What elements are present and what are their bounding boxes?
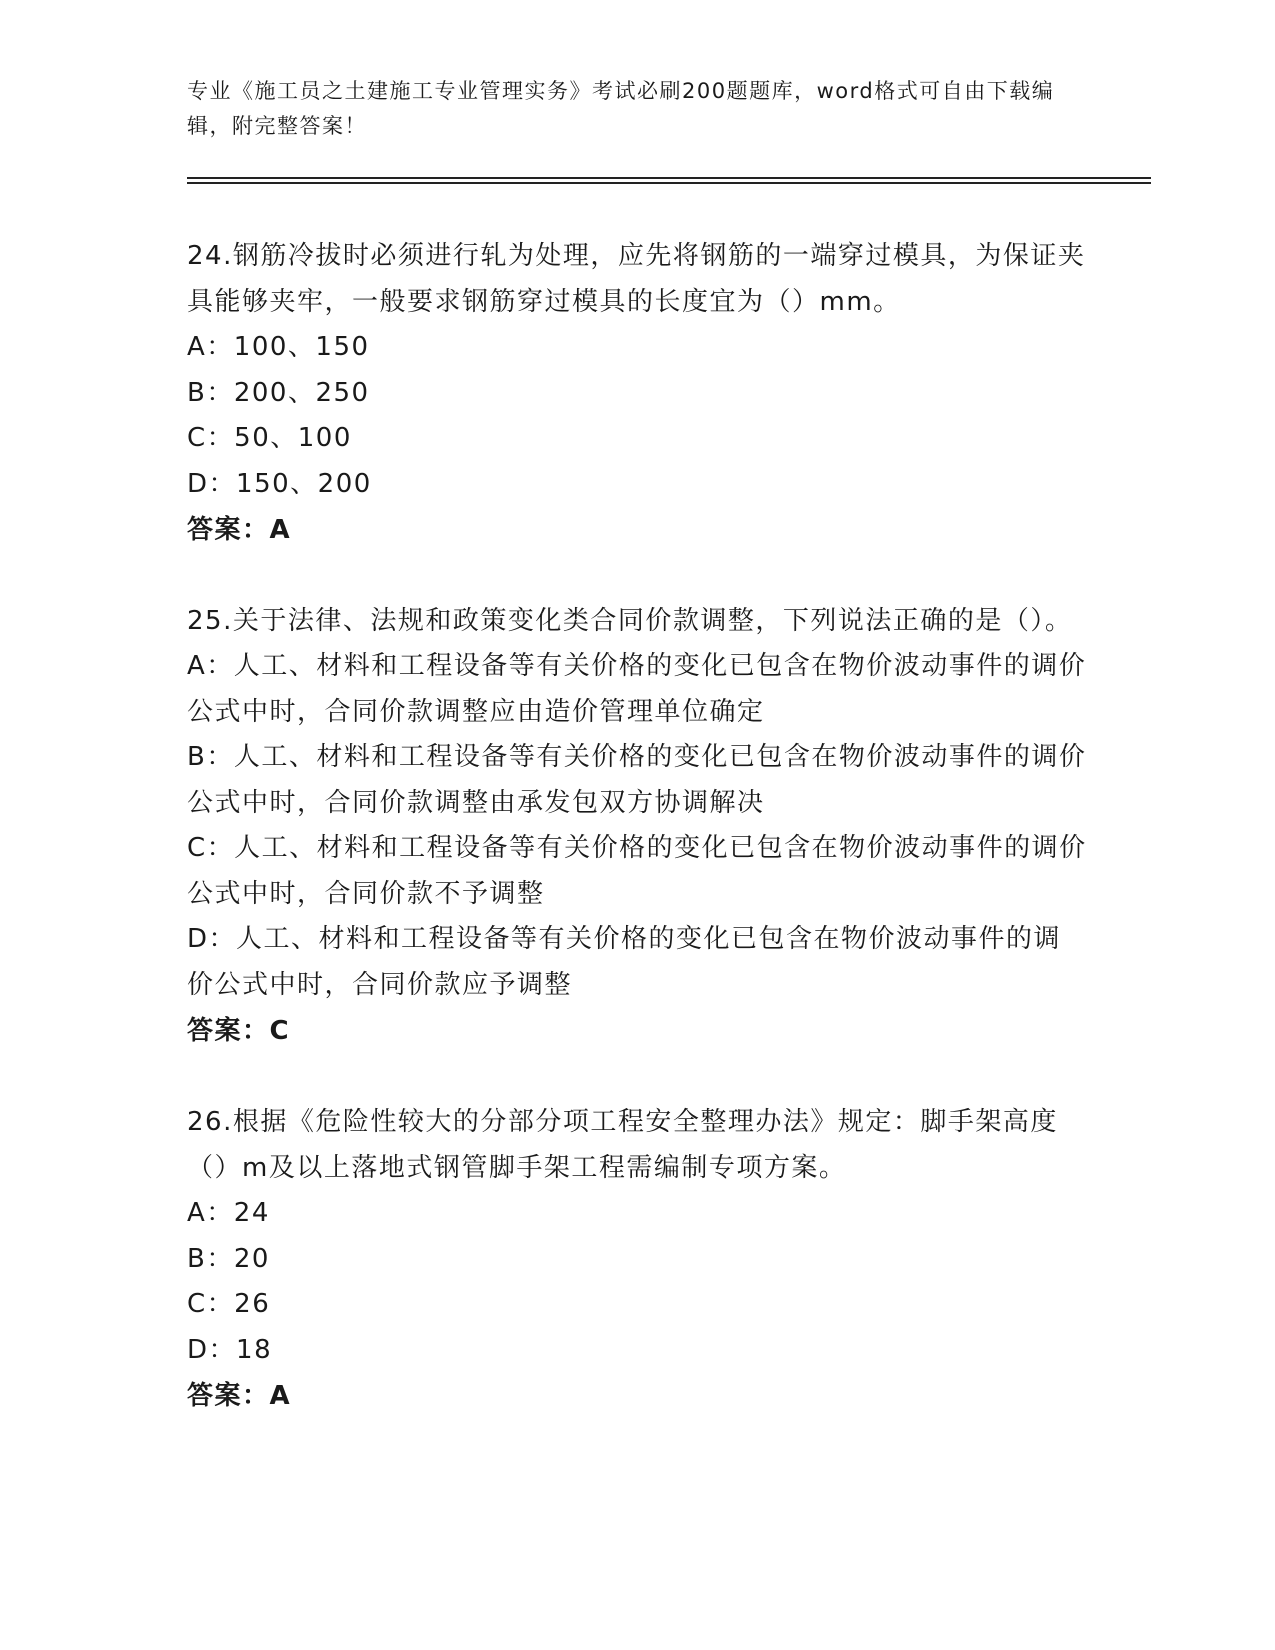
option-a: A：人工、材料和工程设备等有关价格的变化已包含在物价波动事件的调价公式中时，合同价款调整应由造价管理单位确定 — [187, 651, 1087, 727]
document-header: 专业《施工员之土建施工专业管理实务》考试必刷200题题库，word格式可自由下载编辑，附完整答案！ — [187, 79, 1055, 138]
question-list — [187, 233, 1087, 1419]
option-c: C：人工、材料和工程设备等有关价格的变化已包含在物价波动事件的调价公式中时，合同价款不予调整 — [187, 833, 1087, 909]
option-b: B：200、250 — [187, 377, 370, 408]
option-a: A：100、150 — [187, 332, 370, 362]
question-24 — [187, 233, 1087, 553]
answer-line — [187, 1373, 1087, 1419]
question-26 — [187, 1099, 1087, 1419]
question-spacer — [187, 1054, 1087, 1099]
header-divider-top — [187, 177, 1151, 179]
answer-label: 答案： — [187, 1016, 270, 1046]
answer-line — [187, 1008, 1087, 1054]
answer-line — [187, 507, 1087, 553]
question-stem: 24.钢筋冷拔时必须进行轧为处理，应先将钢筋的一端穿过模具，为保证夹具能够夹牢，一般要求钢筋穿过模具的长度宜为（）mm。 — [187, 241, 1086, 317]
question-stem: 26.根据《危险性较大的分部分项工程安全整理办法》规定：脚手架高度（）m及以上落地式钢管脚手架工程需编制专项方案。 — [187, 1107, 1058, 1183]
option-b: B：20 — [187, 1243, 270, 1274]
answer-value: A — [269, 515, 292, 545]
option-a: A：24 — [187, 1198, 270, 1228]
header-divider-bottom — [187, 182, 1151, 184]
answer-label: 答案： — [187, 515, 270, 545]
question-stem: 25.关于法律、法规和政策变化类合同价款调整，下列说法正确的是（）。 — [187, 606, 1073, 636]
option-d: D：18 — [187, 1334, 273, 1365]
option-c: C：50、100 — [187, 423, 352, 453]
option-d: D：人工、材料和工程设备等有关价格的变化已包含在物价波动事件的调价公式中时，合同价款应予调整 — [187, 924, 1062, 1000]
option-d: D：150、200 — [187, 468, 372, 499]
question-25 — [187, 598, 1087, 1054]
option-c: C：26 — [187, 1289, 271, 1319]
answer-value: C — [269, 1016, 291, 1046]
option-b: B：人工、材料和工程设备等有关价格的变化已包含在物价波动事件的调价公式中时，合同价款调整由承发包双方协调解决 — [187, 742, 1087, 818]
answer-label: 答案： — [187, 1381, 270, 1411]
answer-value: A — [269, 1381, 292, 1411]
question-spacer — [187, 553, 1087, 598]
